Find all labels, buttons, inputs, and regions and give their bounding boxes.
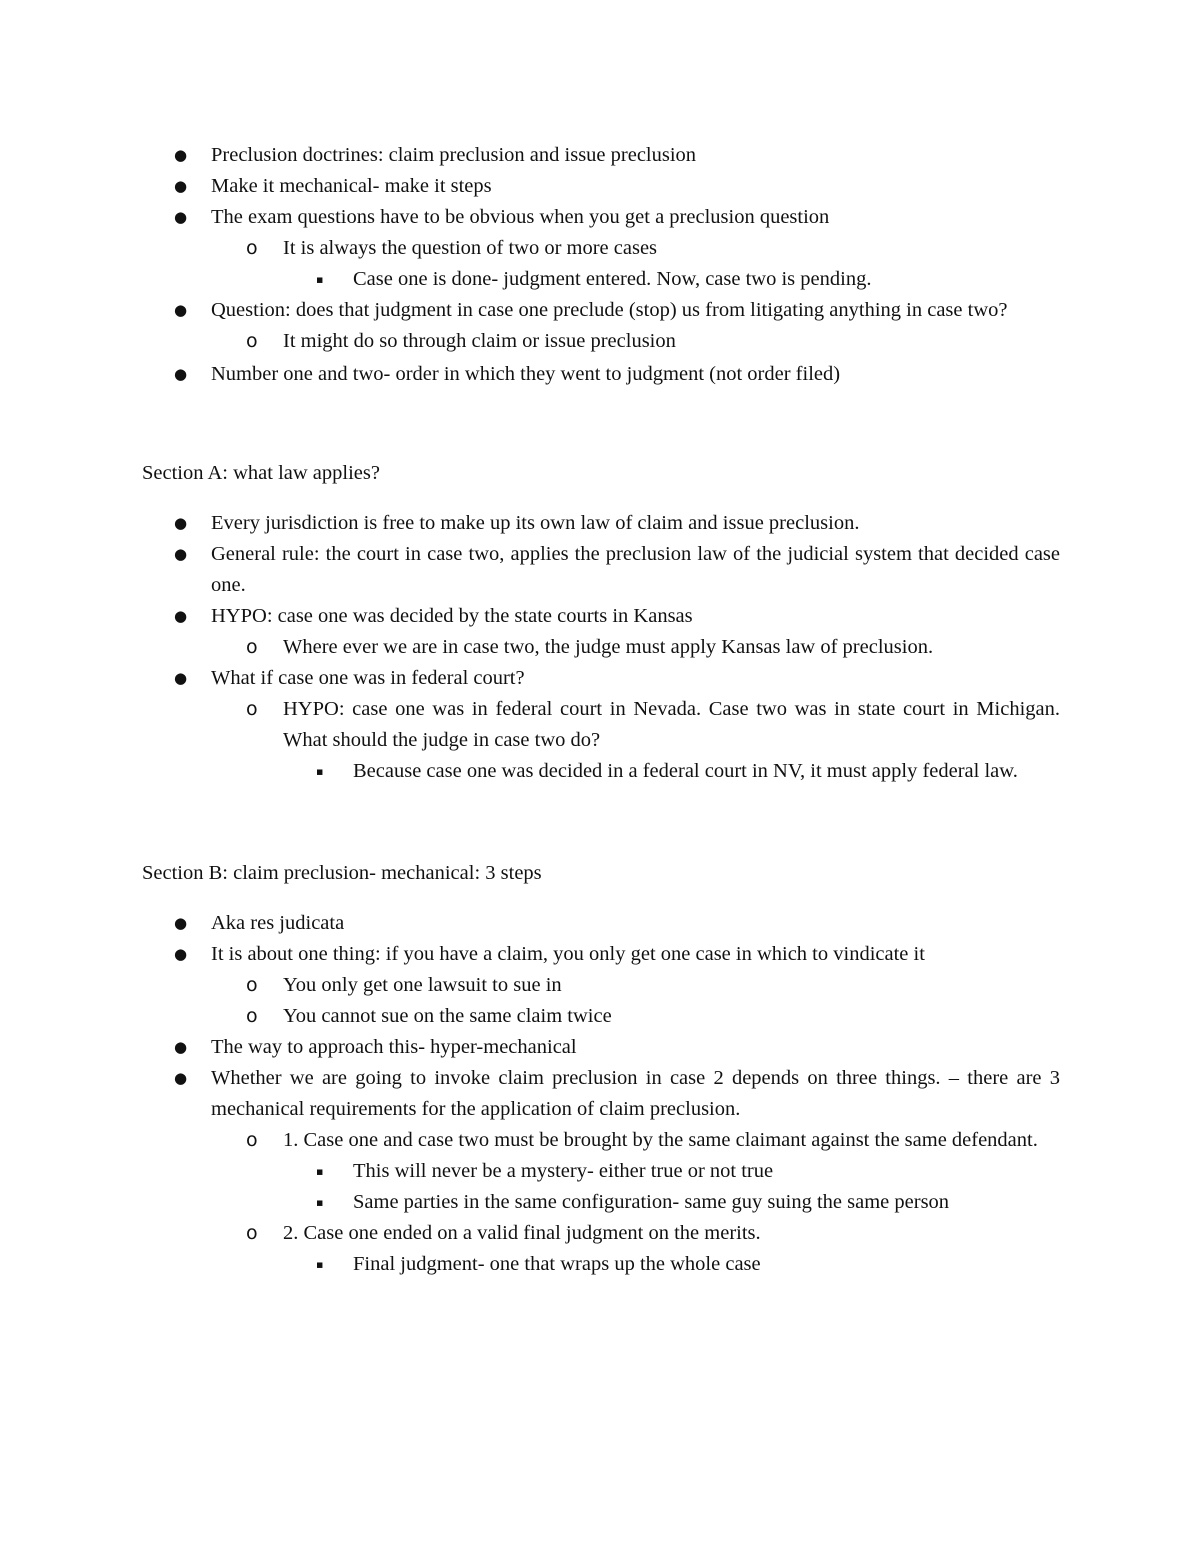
list-item-text: 1. Case one and case two must be brought by the same claimant against the same defendant.	[283, 1129, 1038, 1151]
list-item	[142, 601, 1060, 632]
list-item-text: You only get one lawsuit to sue in	[283, 974, 562, 996]
list-item-text: Where ever we are in case two, the judge must apply Kansas law of preclusion.	[283, 636, 934, 658]
section-b-list	[142, 908, 1060, 1280]
notes-content	[142, 140, 1060, 1280]
bullet-disc-icon: ●	[174, 301, 188, 319]
list-item-text: Make it mechanical- make it steps	[211, 175, 492, 197]
bullet-disc-icon: ●	[174, 514, 188, 532]
bullet-circle-icon: o	[246, 974, 258, 996]
list-item	[142, 539, 1060, 601]
list-item-text: HYPO: case one was in federal court in Nevada. Case two was in state court in Michigan. What should the judge in case two do?	[283, 698, 1060, 751]
bullet-square-icon: ▪	[316, 273, 324, 286]
list-item	[142, 632, 1060, 663]
list-item	[142, 1125, 1060, 1156]
list-item	[142, 1032, 1060, 1063]
list-item	[142, 171, 1060, 202]
bullet-disc-icon: ●	[174, 365, 188, 383]
list-item	[142, 202, 1060, 233]
bullet-circle-icon: o	[246, 237, 258, 259]
list-item-text: Preclusion doctrines: claim preclusion and issue preclusion	[211, 144, 697, 166]
list-item-text: It is about one thing: if you have a claim, you only get one case in which to vindicate it	[211, 943, 925, 965]
list-item-text: General rule: the court in case two, applies the preclusion law of the judicial system that decided case one.	[211, 543, 1060, 596]
list-item	[142, 694, 1060, 756]
bullet-disc-icon: ●	[174, 146, 188, 164]
bullet-disc-icon: ●	[174, 669, 188, 687]
bullet-disc-icon: ●	[174, 914, 188, 932]
section-b-heading: Section B: claim preclusion- mechanical: 3 steps	[142, 862, 542, 884]
list-item	[142, 1001, 1060, 1032]
list-item	[142, 359, 1060, 390]
list-item	[142, 663, 1060, 694]
section-a-list	[142, 508, 1060, 787]
list-item-text: Because case one was decided in a federal court in NV, it must apply federal law.	[353, 760, 1018, 782]
list-item	[142, 1218, 1060, 1249]
list-item-text: Whether we are going to invoke claim preclusion in case 2 depends on three things. – there are 3 mechanical requirements for the application of claim preclusion.	[211, 1067, 1060, 1120]
list-item-text: Same parties in the same configuration- same guy suing the same person	[353, 1191, 950, 1213]
list-item-text: Case one is done- judgment entered. Now, case two is pending.	[353, 268, 872, 290]
list-item-text: Every jurisdiction is free to make up its own law of claim and issue preclusion.	[211, 512, 860, 534]
list-item-text: Aka res judicata	[211, 912, 345, 934]
list-item	[142, 1187, 1060, 1218]
bullet-disc-icon: ●	[174, 177, 188, 195]
bullet-circle-icon: o	[246, 698, 258, 720]
section-a-heading: Section A: what law applies?	[142, 462, 380, 484]
list-item	[142, 970, 1060, 1001]
list-item	[142, 295, 1060, 326]
list-item	[142, 233, 1060, 264]
list-item	[142, 1249, 1060, 1280]
list-item	[142, 939, 1060, 970]
bullet-circle-icon: o	[246, 1005, 258, 1027]
bullet-disc-icon: ●	[174, 607, 188, 625]
list-item-text: The way to approach this- hyper-mechanical	[211, 1036, 577, 1058]
list-item-text: You cannot sue on the same claim twice	[283, 1005, 612, 1027]
list-item-text: HYPO: case one was decided by the state courts in Kansas	[211, 605, 693, 627]
list-item-text: The exam questions have to be obvious when you get a preclusion question	[211, 206, 830, 228]
bullet-circle-icon: o	[246, 1222, 258, 1244]
bullet-disc-icon: ●	[174, 208, 188, 226]
list-item	[142, 908, 1060, 939]
list-item-text: 2. Case one ended on a valid final judgment on the merits.	[283, 1222, 761, 1244]
list-item-text: What if case one was in federal court?	[211, 667, 525, 689]
bullet-circle-icon: o	[246, 1129, 258, 1151]
bullet-square-icon: ▪	[316, 1196, 324, 1209]
list-item	[142, 1156, 1060, 1187]
list-item	[142, 1063, 1060, 1125]
list-item	[142, 140, 1060, 171]
list-item	[142, 508, 1060, 539]
list-item-text: Question: does that judgment in case one preclude (stop) us from litigating anything in case two?	[211, 299, 1008, 321]
list-item-text: It might do so through claim or issue preclusion	[283, 330, 676, 352]
bullet-square-icon: ▪	[316, 1165, 324, 1178]
list-item-text: Number one and two- order in which they went to judgment (not order filed)	[211, 363, 841, 385]
list-item	[142, 264, 1060, 295]
bullet-square-icon: ▪	[316, 765, 324, 778]
bullet-circle-icon: o	[246, 636, 258, 658]
intro-list	[142, 140, 1060, 390]
bullet-disc-icon: ●	[174, 1069, 188, 1087]
bullet-circle-icon: o	[246, 330, 258, 352]
bullet-disc-icon: ●	[174, 545, 188, 563]
bullet-disc-icon: ●	[174, 1038, 188, 1056]
bullet-square-icon: ▪	[316, 1258, 324, 1271]
list-item-text: Final judgment- one that wraps up the whole case	[353, 1253, 761, 1275]
list-item	[142, 756, 1060, 787]
list-item-text: This will never be a mystery- either true or not true	[353, 1160, 774, 1182]
list-item-text: It is always the question of two or more cases	[283, 237, 658, 259]
list-item	[142, 326, 1060, 357]
bullet-disc-icon: ●	[174, 945, 188, 963]
